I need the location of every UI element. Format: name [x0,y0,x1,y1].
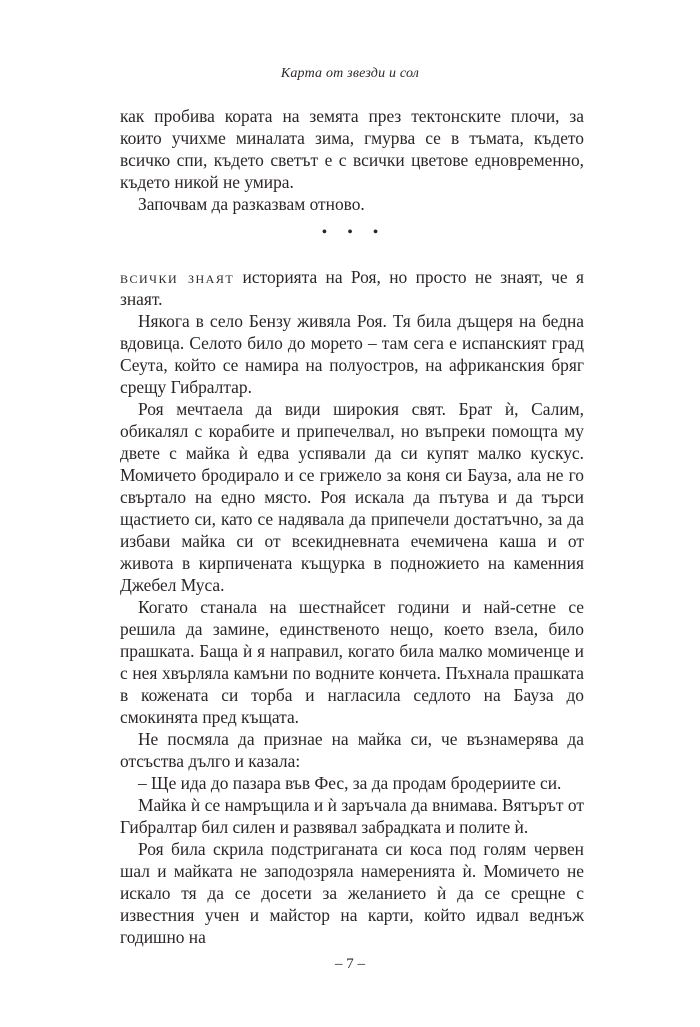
paragraph: Не посмяла да признае на майка си, че възнамерява да отсъства дълго и казала: [120,729,584,771]
paragraph: Роя била скрила подстриганата си коса под голям червен шал и майката не заподозряла намеренията ѝ. Момичето не искало тя да се досети за желанието ѝ да се срещне с известния учен и майстор на карти, който идвал веднъж годишно на [120,839,584,947]
page-number: – 7 – [335,956,365,972]
paragraph: Роя мечтаела да види широкия свят. Брат ѝ, Салим, обикалял с корабите и припечелвал, но въпреки помощта му двете с майка ѝ едва успявали да си купят малко кускус. Момичето бродирало и се грижело за коня си Бауза, ала не го свъртало на едно място. Роя искала да пътува и да търси щастието си, като се надявала да припечели достатъчно, за да избави майка си от всекидневната ечемичена каша и от живота в кирпичената къщурка в подножието на каменния Джебел Муса. [120,399,584,595]
text-block-before-break [120,105,584,215]
dialogue-line: – Ще ида до пазара във Фес, за да продам бродериите си. [138,773,562,793]
paragraph-continued: как пробива кората на земята през тектонските плочи, за които учихме миналата зима, гмурва се в тъмата, където всичко спи, където светът е с всички цветове едновременно, където никой не умира. [120,106,584,192]
opening-smallcaps: всички знаят [120,267,235,287]
opening-rest: историята на Роя, но просто не знаят, че я знаят. [120,267,584,309]
paragraph: Когато станала на шестнайсет години и най-сетне се решила да замине, единственото нещо, което взела, било прашката. Баща ѝ я направил, когато била малко момиченце и с нея хвърляла камъни по водните кончета. Пъхнала прашката в кожената си торба и нагласила седлото на Бауза до смокинята пред къщата. [120,597,584,727]
paragraph: Някога в село Бензу живяла Роя. Тя била дъщеря на бедна вдовица. Селото било до морето – там сега е испанският град Сеута, който се намира на полуостров, на африканския бряг срещу Гибралтар. [120,311,584,397]
section-break-separator: • • • [321,224,379,241]
opening-paragraph [120,266,584,310]
paragraph: Майка ѝ се намръщила и ѝ заръчала да внимава. Вятърът от Гибралтар бил силен и развявал забрадката и полите ѝ. [120,795,584,837]
text-block-after-break [120,266,584,948]
paragraph: Започвам да разказвам отново. [138,194,365,214]
running-head: Карта от звезди и сол [280,66,420,81]
